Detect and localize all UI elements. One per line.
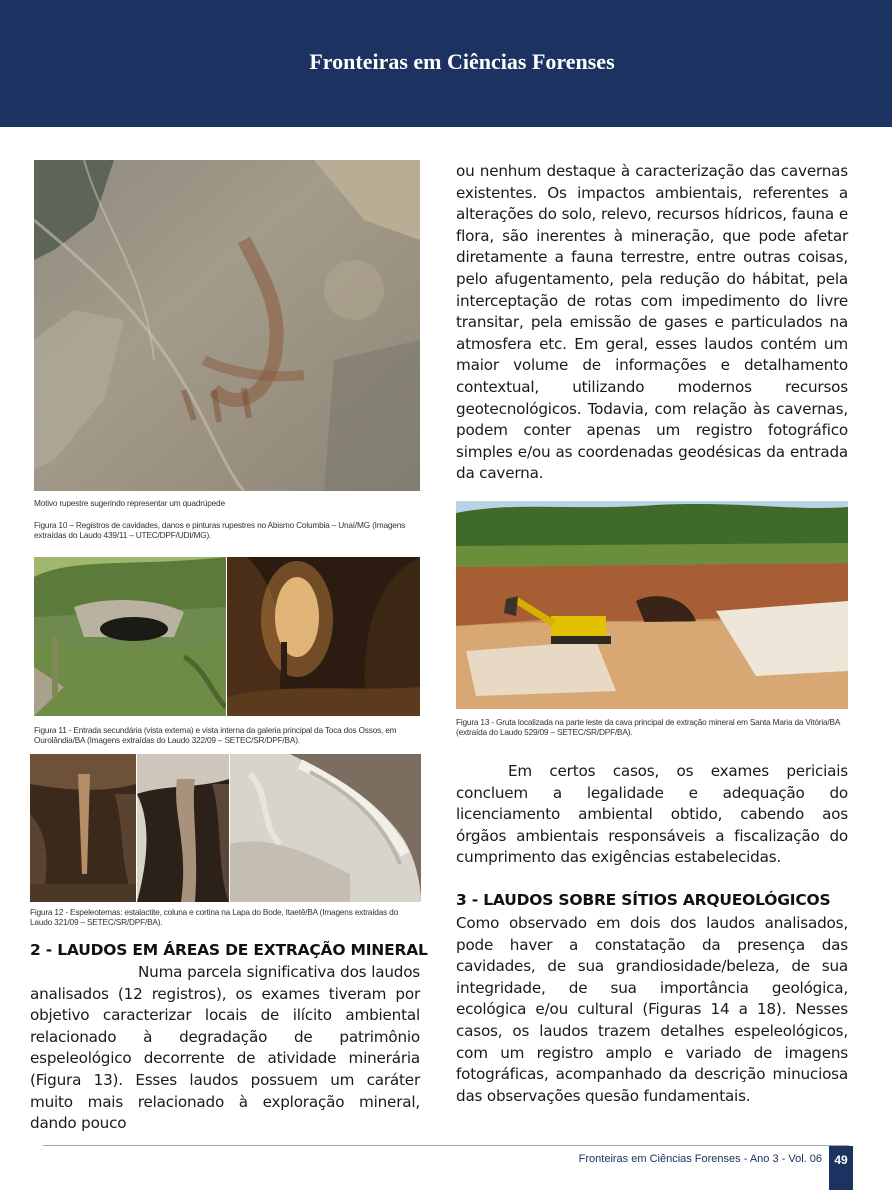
figure-13-caption: Figura 13 - Gruta localizada na parte leste da cava principal de extração mineral em Santa Maria da Vitória/BA (extraída do Laudo 529/09 – SETEC/SR/DPF/BA).: [456, 717, 840, 737]
figure-10-caption: Figura 10 – Registros de cavidades, danos e pinturas rupestres no Abismo Columbia – Unaí/MG (Imagens extraídas do Laudo 439/11 – UTEC/DPF/UDI/MG).: [34, 520, 406, 540]
stalactite-photo: [30, 754, 136, 902]
mining-excavation-photo: [456, 501, 848, 709]
section-3-heading: 3 - LAUDOS SOBRE SÍTIOS ARQUEOLÓGICOS: [456, 891, 831, 909]
right-paragraph-1: ou nenhum destaque à caracterização das cavernas existentes. Os impactos ambientais, referentes a alterações do solo, relevo, recursos hídricos, fauna e flora, são inerentes à mineração, que pode afetar diretamente a fauna terrestre, entre outras coisas, pelo afugentamento, pela redução do hábitat, pela interceptação de rotas com impedimento do livre transitar, pela emissão de gases e particulados na atmosfera etc. Em geral, esses laudos contém um maior volume de informações e detalhamento contextual, utilizando modernos recursos geotecnológicos. Todavia, com relação às cavernas, podem conter apenas um registro fotográfico simples e/ou as coordenadas geodésicas da entrada da caverna.: [456, 162, 848, 483]
rock-painting-photo: [34, 160, 420, 491]
curtain-photo: [230, 754, 421, 902]
footer-journal-info: Fronteiras em Ciências Forenses - Ano 3 - Vol. 06: [578, 1153, 822, 1165]
footer-rule: [43, 1145, 849, 1146]
section-2-paragraph: Numa parcela significativa dos laudos analisados (12 registros), os exames tiveram por objetivo caracterizar locais de ilícito ambiental relacionado à degradação de patrimônio espeleológico decorrente de atividade minerária (Figura 13). Esses laudos possuem um caráter muito mais relacionado à exploração mineral, dando pouco: [30, 963, 420, 1133]
page-header: [0, 0, 892, 127]
journal-title: Fronteiras em Ciências Forenses: [309, 49, 615, 74]
figure-11-caption: Figura 11 - Entrada secundária (vista externa) e vista interna da galeria principal da Toca dos Ossos, em Ourolândia/BA (Imagens extraídas do Laudo 322/09 – SETEC/SR/DPF/BA).: [34, 725, 397, 745]
figure-10-label: Motivo rupestre sugerindo representar um quadrúpede: [34, 498, 225, 508]
right-paragraph-3: Como observado em dois dos laudos analisados, pode haver a constatação da presença das cavidades, de sua grandiosidade/beleza, de sua integridade, de sua importância geológica, ecológica e/ou cultural (Figuras 14 a 18). Nesses casos, os laudos trazem detalhes espeleológicos, com um registro amplo e variado de imagens fotográficas, acompanhado da descrição minuciosa das observações quesão fundamentais.: [456, 914, 848, 1105]
column-photo: [137, 754, 229, 902]
figure-12-caption: Figura 12 - Espeleotemas: estalactite, coluna e cortina na Lapa do Bode, Itaetê/BA (Imagens extraídas do Laudo 321/09 – SETEC/SR/DPF/BA).: [30, 907, 399, 927]
section-2-heading: 2 - LAUDOS EM ÁREAS DE EXTRAÇÃO MINERAL: [30, 941, 428, 959]
right-paragraph-2: Em certos casos, os exames periciais concluem a legalidade e adequação do licenciamento ambiental obtido, cabendo aos órgãos ambientais responsáveis a fiscalização do cumprimento das exigências estabelecidas.: [456, 762, 848, 867]
cave-interior-photo: [227, 557, 420, 716]
cave-entrance-photo: [34, 557, 226, 716]
page-number: 49: [829, 1146, 853, 1190]
